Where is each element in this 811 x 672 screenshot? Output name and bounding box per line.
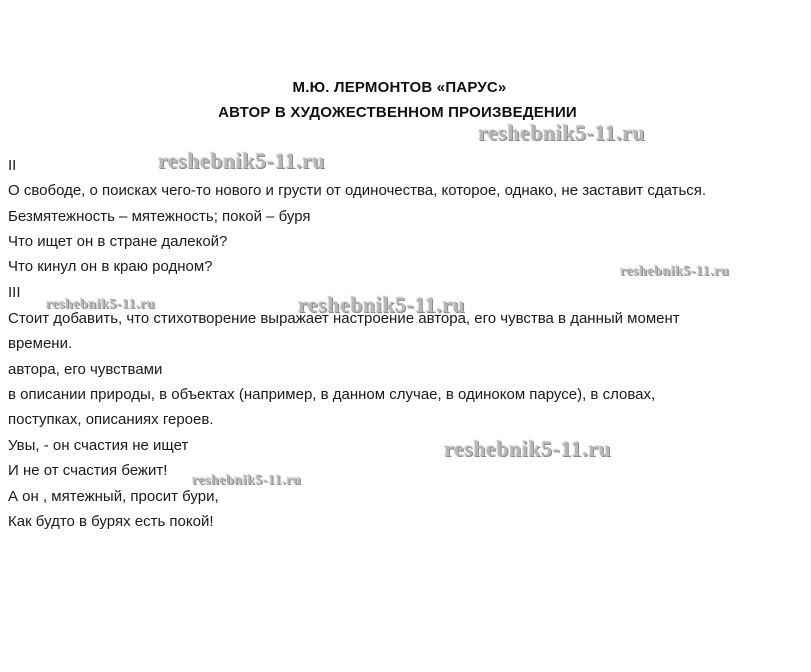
watermark: reshebnik5-11.ru	[298, 292, 466, 317]
text-line: поступках, описаниях героев.	[8, 411, 214, 428]
text-line: времени.	[8, 335, 73, 352]
text-line: О свободе, о поисках чего-то нового и грусти от одиночества, которое, однако, не заставит сдаться.	[8, 182, 707, 199]
watermark: reshebnik5-11.ru	[620, 264, 730, 279]
text-line: Безмятежность – мятежность; покой – буря	[8, 208, 311, 225]
watermark: reshebnik5-11.ru	[46, 297, 156, 312]
poem-line: Как будто в бурях есть покой!	[8, 513, 214, 530]
document-subtitle: АВТОР В ХУДОЖЕСТВЕННОМ ПРОИЗВЕДЕНИИ	[218, 104, 577, 121]
watermark: reshebnik5-11.ru	[192, 473, 302, 488]
poem-line: Что кинул он в краю родном?	[8, 258, 213, 275]
document-title: М.Ю. ЛЕРМОНТОВ «ПАРУС»	[292, 79, 507, 96]
watermark: reshebnik5-11.ru	[158, 148, 326, 173]
section-numeral: III	[8, 284, 21, 301]
watermark: reshebnik5-11.ru	[478, 120, 646, 145]
poem-line: Что ищет он в стране далекой?	[8, 233, 228, 250]
poem-line: И не от счастия бежит!	[8, 462, 168, 479]
poem-line: Увы, - он счастия не ищет	[8, 437, 189, 454]
watermark: reshebnik5-11.ru	[444, 436, 612, 461]
text-line: Стоит добавить, что стихотворение выражает настроение автора, его чувства в данный момент	[8, 310, 680, 327]
section-numeral: II	[8, 157, 17, 174]
text-line: автора, его чувствами	[8, 361, 163, 378]
poem-line: А он , мятежный, просит бури,	[8, 488, 219, 505]
text-line: в описании природы, в объектах (например, в данном случае, в одиноком парусе), в словах,	[8, 386, 656, 403]
